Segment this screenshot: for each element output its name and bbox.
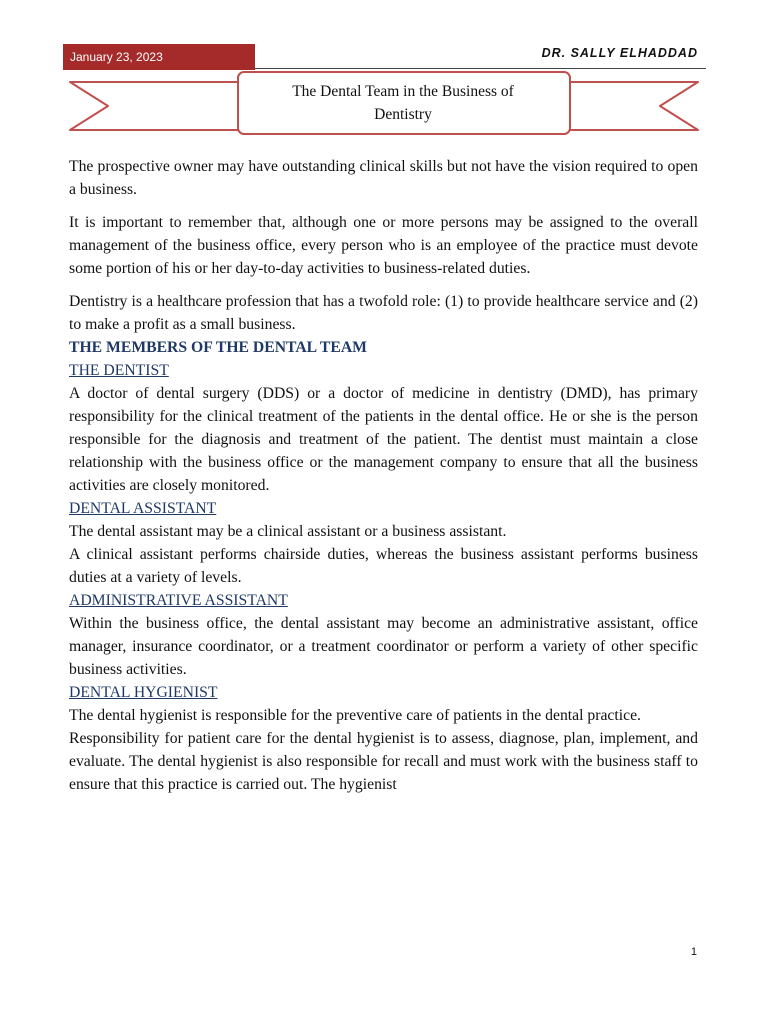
ribbon-left-tail — [70, 82, 240, 130]
document-body — [69, 155, 698, 796]
intro-paragraph: It is important to remember that, although one or more persons may be assigned to the overall management of the business office, every person who is an employee of the practice must devote some portion of his or her day-to-day activities to business-related duties. — [69, 214, 698, 277]
paragraph-dental-hygienist: Responsibility for patient care for the dental hygienist is to assess, diagnose, plan, implement, and evaluate. The dental hygienist is also responsible for recall and must work with the business staff to ensure that this practice is carried out. The hygienist — [69, 730, 698, 793]
document-title — [237, 72, 569, 134]
paragraph-administrative-assistant: Within the business office, the dental assistant may become an administrative assistant, office manager, insurance coordinator, or a treatment coordinator or perform a variety of other specific business activities. — [69, 615, 698, 678]
header-date: January 23, 2023 — [70, 50, 163, 64]
intro-paragraph: The prospective owner may have outstanding clinical skills but not have the vision required to open a business. — [69, 158, 698, 198]
paragraph-dental-hygienist: The dental hygienist is responsible for the preventive care of patients in the dental practice. — [69, 707, 641, 724]
intro-paragraph: Dentistry is a healthcare profession that has a twofold role: (1) to provide healthcare service and (2) to make a profit as a small business. — [69, 293, 698, 333]
header-date-bar — [63, 44, 255, 70]
paragraph-dental-assistant: A clinical assistant performs chairside duties, whereas the business assistant performs business duties at a variety of levels. — [69, 546, 698, 586]
section-heading: THE MEMBERS OF THE DENTAL TEAM — [69, 339, 367, 356]
subheading-dentist: THE DENTIST — [69, 362, 169, 379]
page-number: 1 — [690, 946, 697, 958]
document-title-line2: Dentistry — [374, 106, 432, 123]
subheading-dental-assistant: DENTAL ASSISTANT — [69, 500, 217, 517]
header-author: DR. SALLY ELHADDAD — [541, 46, 698, 60]
subheading-administrative-assistant: ADMINISTRATIVE ASSISTANT — [69, 592, 288, 609]
paragraph-dentist: A doctor of dental surgery (DDS) or a doctor of medicine in dentistry (DMD), has primary responsibility for the clinical treatment of the patients in the dental office. He or she is the person responsible for the diagnosis and treatment of the patient. The dentist must maintain a close relationship with the business office or the management company to ensure that all the business activities are closely monitored. — [69, 385, 698, 494]
subheading-dental-hygienist: DENTAL HYGIENIST — [69, 684, 218, 701]
document-title-line1: The Dental Team in the Business of — [292, 83, 514, 100]
paragraph-dental-assistant: The dental assistant may be a clinical assistant or a business assistant. — [69, 523, 507, 540]
